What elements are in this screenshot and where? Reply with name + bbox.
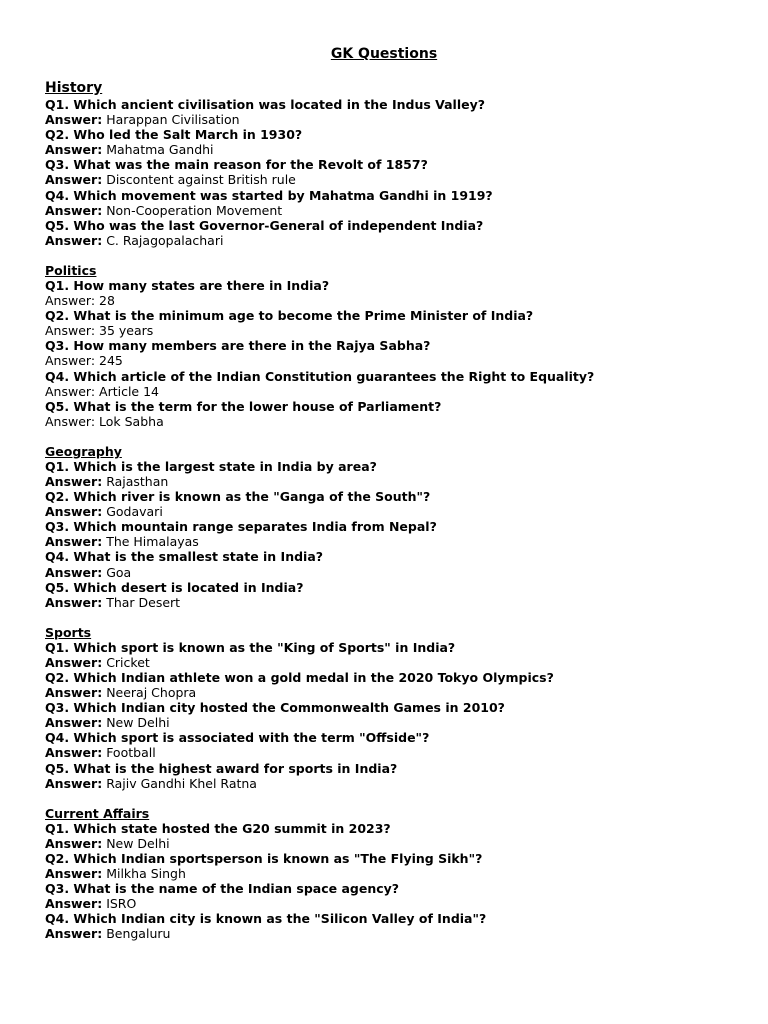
answer-value: Godavari (106, 504, 163, 520)
answer-label: Answer: (45, 775, 103, 791)
question: Q1. Which state hosted the G20 summit in 2023? (45, 820, 391, 836)
answer (45, 203, 735, 218)
answer-label: Answer: (45, 534, 103, 550)
answer-value: 35 years (99, 323, 154, 339)
question: Q4. Which article of the Indian Constitution guarantees the Right to Equality? (45, 368, 595, 384)
answer (45, 655, 735, 670)
answer (45, 565, 735, 580)
answer-value: 28 (99, 293, 115, 309)
answer (45, 112, 735, 127)
question: Q3. Which Indian city hosted the Commonwealth Games in 2010? (45, 700, 505, 716)
section-1 (45, 263, 735, 429)
answer-value: Milkha Singh (106, 866, 186, 882)
answer-label: Answer: (45, 383, 96, 399)
question: Q2. Which river is known as the "Ganga of the South"? (45, 489, 431, 505)
answer-value: 245 (99, 353, 123, 369)
question: Q5. Who was the last Governor-General of independent India? (45, 217, 484, 233)
section-heading: Geography (45, 443, 122, 459)
answer (45, 896, 735, 911)
question: Q2. What is the minimum age to become the Prime Minister of India? (45, 308, 534, 324)
answer-value: Football (106, 745, 156, 761)
answer-label: Answer: (45, 112, 103, 128)
answer-value: Lok Sabha (99, 413, 164, 429)
answer-value: Discontent against British rule (106, 172, 296, 188)
answer (45, 474, 735, 489)
section-heading: Current Affairs (45, 805, 150, 821)
answer-label: Answer: (45, 323, 96, 339)
answer-value: New Delhi (106, 715, 170, 731)
answer-value: Bengaluru (106, 926, 171, 942)
answer-label: Answer: (45, 835, 103, 851)
answer-value: New Delhi (106, 835, 170, 851)
answer (45, 414, 735, 429)
answer-value: Rajiv Gandhi Khel Ratna (106, 775, 257, 791)
answer (45, 836, 735, 851)
question: Q2. Who led the Salt March in 1930? (45, 127, 303, 143)
document (45, 44, 735, 942)
answer-value: Cricket (106, 654, 150, 670)
answer-label: Answer: (45, 654, 103, 670)
question: Q4. What is the smallest state in India? (45, 549, 324, 565)
answer-label: Answer: (45, 685, 103, 701)
answer (45, 926, 735, 941)
answer (45, 293, 735, 308)
answer (45, 745, 735, 760)
answer-value: Thar Desert (106, 594, 181, 610)
question: Q5. What is the term for the lower house of Parliament? (45, 398, 442, 414)
question: Q3. What was the main reason for the Revolt of 1857? (45, 157, 428, 173)
question: Q5. Which desert is located in India? (45, 579, 304, 595)
answer-value: Mahatma Gandhi (106, 142, 214, 158)
answer-label: Answer: (45, 172, 103, 188)
question: Q3. Which mountain range separates India from Nepal? (45, 519, 437, 535)
answer-label: Answer: (45, 745, 103, 761)
sections-container (45, 79, 735, 942)
answer-label: Answer: (45, 293, 96, 309)
document-title: GK Questions (330, 46, 438, 62)
question: Q4. Which Indian city is known as the "Silicon Valley of India"? (45, 911, 487, 927)
answer (45, 323, 735, 338)
answer-label: Answer: (45, 896, 103, 912)
answer-label: Answer: (45, 926, 103, 942)
answer-label: Answer: (45, 202, 103, 218)
question: Q2. Which Indian sportsperson is known as "The Flying Sikh"? (45, 850, 483, 866)
question: Q1. Which ancient civilisation was located in the Indus Valley? (45, 97, 486, 112)
answer-label: Answer: (45, 473, 103, 489)
answer (45, 353, 735, 368)
answer-label: Answer: (45, 594, 103, 610)
answer (45, 715, 735, 730)
question: Q1. Which sport is known as the "King of Sports" in India? (45, 639, 456, 655)
answer (45, 142, 735, 157)
answer-label: Answer: (45, 715, 103, 731)
question: Q1. Which is the largest state in India by area? (45, 458, 377, 474)
answer (45, 776, 735, 791)
answer-label: Answer: (45, 866, 103, 882)
answer-label: Answer: (45, 232, 103, 248)
answer-label: Answer: (45, 504, 103, 520)
answer (45, 685, 735, 700)
answer-label: Answer: (45, 564, 103, 580)
answer-value: Goa (106, 564, 132, 580)
answer-value: Article 14 (99, 383, 159, 399)
answer (45, 504, 735, 519)
answer (45, 595, 735, 610)
answer-value: ISRO (106, 896, 137, 912)
answer-value: Neeraj Chopra (106, 685, 197, 701)
question: Q3. What is the name of the Indian space agency? (45, 881, 400, 897)
section-2 (45, 444, 735, 610)
question: Q5. What is the highest award for sports in India? (45, 760, 398, 776)
section-heading: History (45, 80, 103, 96)
answer (45, 233, 735, 248)
answer (45, 384, 735, 399)
answer-value: Rajasthan (106, 473, 169, 489)
answer-value: The Himalayas (106, 534, 199, 550)
answer-value: Harappan Civilisation (106, 112, 240, 128)
answer (45, 534, 735, 549)
question: Q4. Which sport is associated with the term "Offside"? (45, 730, 430, 746)
section-heading: Politics (45, 262, 97, 278)
answer (45, 866, 735, 881)
answer-label: Answer: (45, 353, 96, 369)
question: Q2. Which Indian athlete won a gold medal in the 2020 Tokyo Olympics? (45, 670, 554, 685)
section-4 (45, 806, 735, 942)
question: Q3. How many members are there in the Rajya Sabha? (45, 338, 431, 354)
section-0 (45, 79, 735, 248)
section-heading: Sports (45, 624, 92, 640)
answer-value: C. Rajagopalachari (106, 232, 224, 248)
question: Q4. Which movement was started by Mahatma Gandhi in 1919? (45, 187, 493, 203)
section-3 (45, 625, 735, 791)
question: Q1. How many states are there in India? (45, 277, 330, 293)
answer (45, 172, 735, 187)
answer-label: Answer: (45, 142, 103, 158)
answer-value: Non-Cooperation Movement (106, 202, 283, 218)
answer-label: Answer: (45, 413, 96, 429)
